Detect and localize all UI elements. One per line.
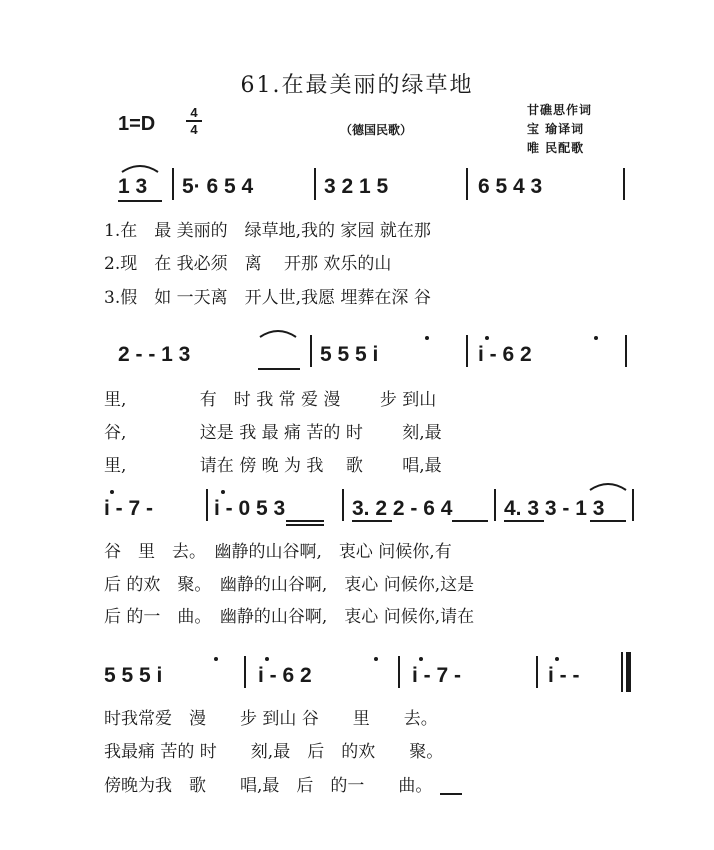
slur-mark bbox=[258, 325, 298, 339]
key-signature: 1=D bbox=[118, 113, 156, 135]
lyric-verse-2: 后 的欢 聚。 幽静的山谷啊, 衷心 问候你,这是 bbox=[104, 575, 475, 595]
genre-label: （德国民歌） bbox=[340, 123, 413, 137]
lyric-verse-3: 3.假 如 一天离 开人世,我愿 埋葬在深 谷 bbox=[104, 288, 431, 308]
lyric-verse-1: 谷 里 去。 幽静的山谷啊, 衷心 问候你,有 bbox=[104, 542, 452, 562]
slur-mark bbox=[120, 160, 160, 174]
barline bbox=[206, 489, 208, 521]
barline bbox=[466, 335, 468, 367]
barline bbox=[398, 656, 400, 688]
credit-translator: 宝 瑜译词 bbox=[527, 122, 585, 136]
time-signature bbox=[186, 106, 202, 136]
lyric-verse-2: 2.现 在 我必须 离 开那 欢乐的山 bbox=[104, 254, 392, 274]
underline-beat bbox=[352, 520, 392, 522]
barline bbox=[536, 656, 538, 688]
measure-5: 5 5 5 i bbox=[320, 343, 379, 366]
meter-denominator: 4 bbox=[190, 122, 198, 137]
lyric-verse-3: 里, 请在 傍 晚 为 我 歌 唱,最 bbox=[104, 456, 442, 476]
underline-beat bbox=[286, 524, 324, 526]
octave-dot bbox=[555, 657, 559, 661]
barline bbox=[623, 168, 625, 200]
underline-beat bbox=[440, 793, 462, 795]
barline bbox=[172, 168, 174, 200]
measure-3: 6 5 4 3 bbox=[478, 175, 543, 198]
final-barline-thin bbox=[621, 652, 623, 692]
octave-dot bbox=[110, 490, 114, 494]
lyric-verse-1: 时我常爱 漫 步 到山 谷 里 去。 bbox=[104, 709, 438, 729]
octave-dot bbox=[485, 336, 489, 340]
octave-dot bbox=[594, 336, 598, 340]
barline bbox=[310, 335, 312, 367]
underline-beat bbox=[118, 200, 162, 202]
measure-6: i - 6 2 bbox=[478, 343, 532, 366]
lyric-verse-2: 我最痛 苦的 时 刻,最 后 的欢 聚。 bbox=[104, 742, 444, 762]
barline bbox=[342, 489, 344, 521]
measure-14: i - - bbox=[548, 664, 580, 687]
octave-dot bbox=[265, 657, 269, 661]
credit-arranger: 唯 民配歌 bbox=[527, 141, 585, 155]
octave-dot bbox=[214, 657, 218, 661]
measure-11: 5 5 5 i bbox=[104, 664, 163, 687]
measure-7: i - 7 - bbox=[104, 497, 154, 520]
lyric-verse-1: 里, 有 时 我 常 爱 漫 步 到山 bbox=[104, 390, 437, 410]
barline bbox=[632, 489, 634, 521]
octave-dot bbox=[221, 490, 225, 494]
underline-beat bbox=[504, 520, 544, 522]
lyric-verse-3: 傍晚为我 歌 唱,最 后 的一 曲。 bbox=[104, 776, 433, 796]
measure-1: 5· 6 5 4 bbox=[182, 175, 254, 198]
underline-beat bbox=[452, 520, 488, 522]
octave-dot bbox=[419, 657, 423, 661]
final-barline-thick bbox=[626, 652, 631, 692]
underline-beat bbox=[258, 368, 300, 370]
barline bbox=[494, 489, 496, 521]
barline bbox=[244, 656, 246, 688]
measure-9: 3. 2 2 - 6 4 bbox=[352, 497, 453, 520]
barline bbox=[466, 168, 468, 200]
song-title: 61.在最美丽的绿草地 bbox=[240, 73, 474, 98]
underline-beat bbox=[286, 520, 324, 522]
octave-dot bbox=[425, 336, 429, 340]
measure-12: i - 6 2 bbox=[258, 664, 312, 687]
slur-mark bbox=[588, 478, 628, 492]
measure-pickup: 1 3 bbox=[118, 175, 148, 198]
measure-4: 2 - - 1 3 bbox=[118, 343, 191, 366]
measure-10: 4. 3 3 - 1 3 bbox=[504, 497, 605, 520]
measure-2: 3 2 1 5 bbox=[324, 175, 389, 198]
measure-13: i - 7 - bbox=[412, 664, 462, 687]
lyric-verse-2: 谷, 这是 我 最 痛 苦的 时 刻,最 bbox=[104, 423, 442, 443]
meter-numerator: 4 bbox=[190, 105, 198, 120]
measure-8: i - 0 5 3 bbox=[214, 497, 286, 520]
barline bbox=[314, 168, 316, 200]
lyric-verse-3: 后 的一 曲。 幽静的山谷啊, 衷心 问候你,请在 bbox=[104, 607, 475, 627]
lyric-verse-1: 1.在 最 美丽的 绿草地,我的 家园 就在那 bbox=[104, 221, 431, 241]
underline-beat bbox=[590, 520, 626, 522]
barline bbox=[625, 335, 627, 367]
credit-lyricist: 甘礁思作词 bbox=[527, 103, 593, 117]
octave-dot bbox=[374, 657, 378, 661]
